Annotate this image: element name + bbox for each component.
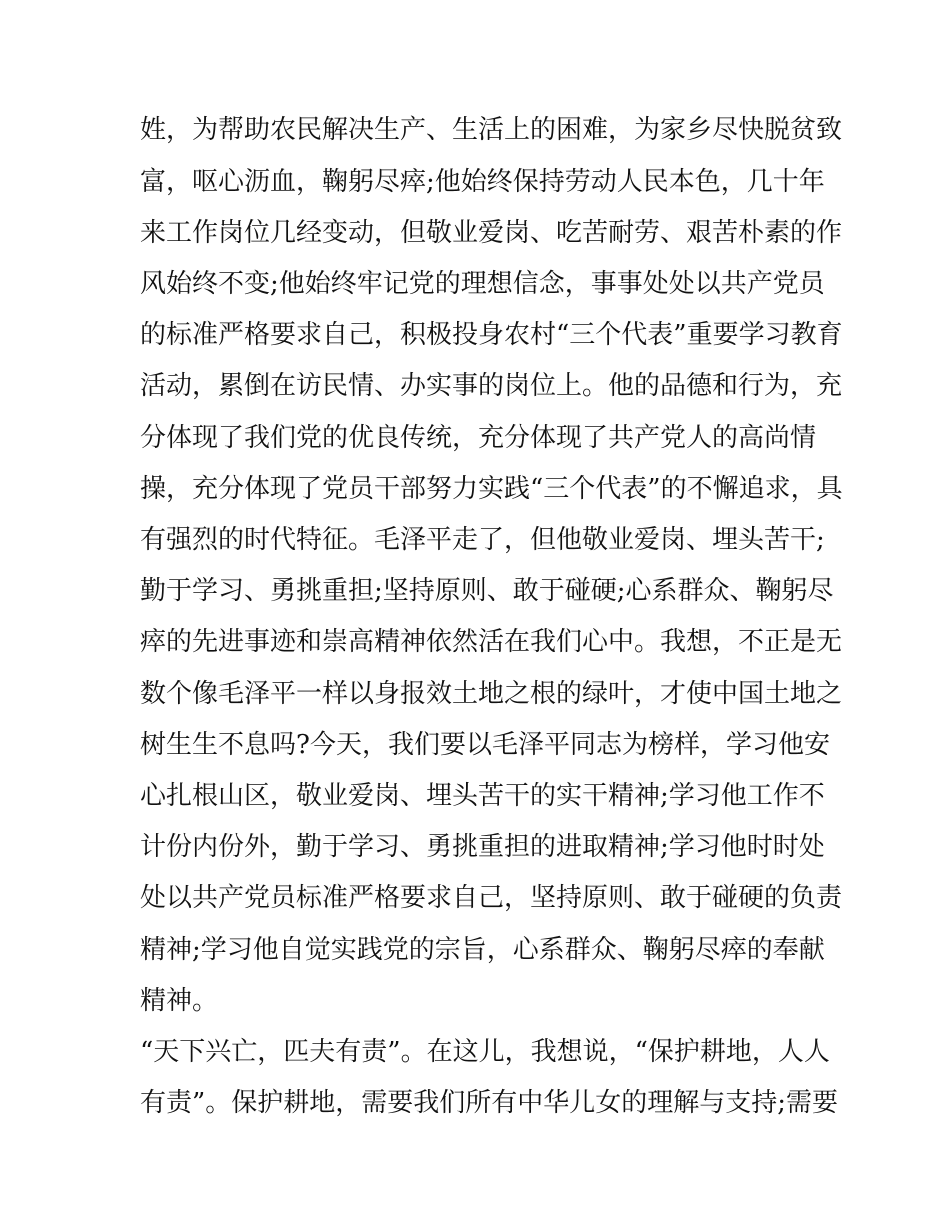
text-line-1: 姓，为帮助农民解决生产、生活上的困难，为家乡尽快脱贫致: [140, 115, 843, 145]
text-line-7: 分体现了我们党的优良传统，充分体现了共产党人的高尚情: [140, 423, 817, 453]
text-line-10: 勤于学习、勇挑重担;坚持原则、敢于碰硬;心系群众、鞠躬尽: [140, 576, 834, 606]
text-line-11: 瘁的先进事迹和崇高精神依然活在我们心中。我想，不正是无: [140, 627, 843, 657]
text-line-15: 计份内份外，勤于学习、勇挑重担的进取精神;学习他时时处: [140, 832, 825, 862]
text-line-18: 精神。: [140, 986, 219, 1016]
text-line-9: 有强烈的时代特征。毛泽平走了，但他敬业爱岗、埋头苦干;: [140, 525, 825, 555]
text-line-13: 树生生不息吗?今天，我们要以毛泽平同志为榜样，学习他安: [140, 730, 830, 760]
text-line-5: 的标准严格要求自己，积极投身农村“三个代表”重要学习教育: [140, 320, 843, 350]
text-line-8: 操，充分体现了党员干部努力实践“三个代表”的不懈追求，具: [140, 474, 843, 504]
text-line-19: “天下兴亡，匹夫有责”。在这儿，我想说，“保护耕地，人人: [140, 1037, 830, 1067]
text-line-12: 数个像毛泽平一样以身报效土地之根的绿叶，才使中国土地之: [140, 679, 843, 709]
text-line-4: 风始终不变;他始终牢记党的理想信念，事事处处以共产党员: [140, 269, 825, 299]
text-line-14: 心扎根山区，敬业爱岗、埋头苦干的实干精神;学习他工作不: [140, 781, 825, 811]
text-line-6: 活动，累倒在访民情、办实事的岗位上。他的品德和行为，充: [140, 371, 843, 401]
text-line-17: 精神;学习他自觉实践党的宗旨，心系群众、鞠躬尽瘁的奉献: [140, 935, 825, 965]
text-line-16: 处以共产党员标准严格要求自己，坚持原则、敢于碰硬的负责: [140, 883, 843, 913]
text-line-20: 有责”。保护耕地，需要我们所有中华儿女的理解与支持;需要: [140, 1088, 839, 1118]
text-line-3: 来工作岗位几经变动，但敬业爱岗、吃苦耐劳、艰苦朴素的作: [140, 218, 843, 248]
text-line-2: 富，呕心沥血，鞠躬尽瘁;他始终保持劳动人民本色，几十年: [140, 167, 825, 197]
